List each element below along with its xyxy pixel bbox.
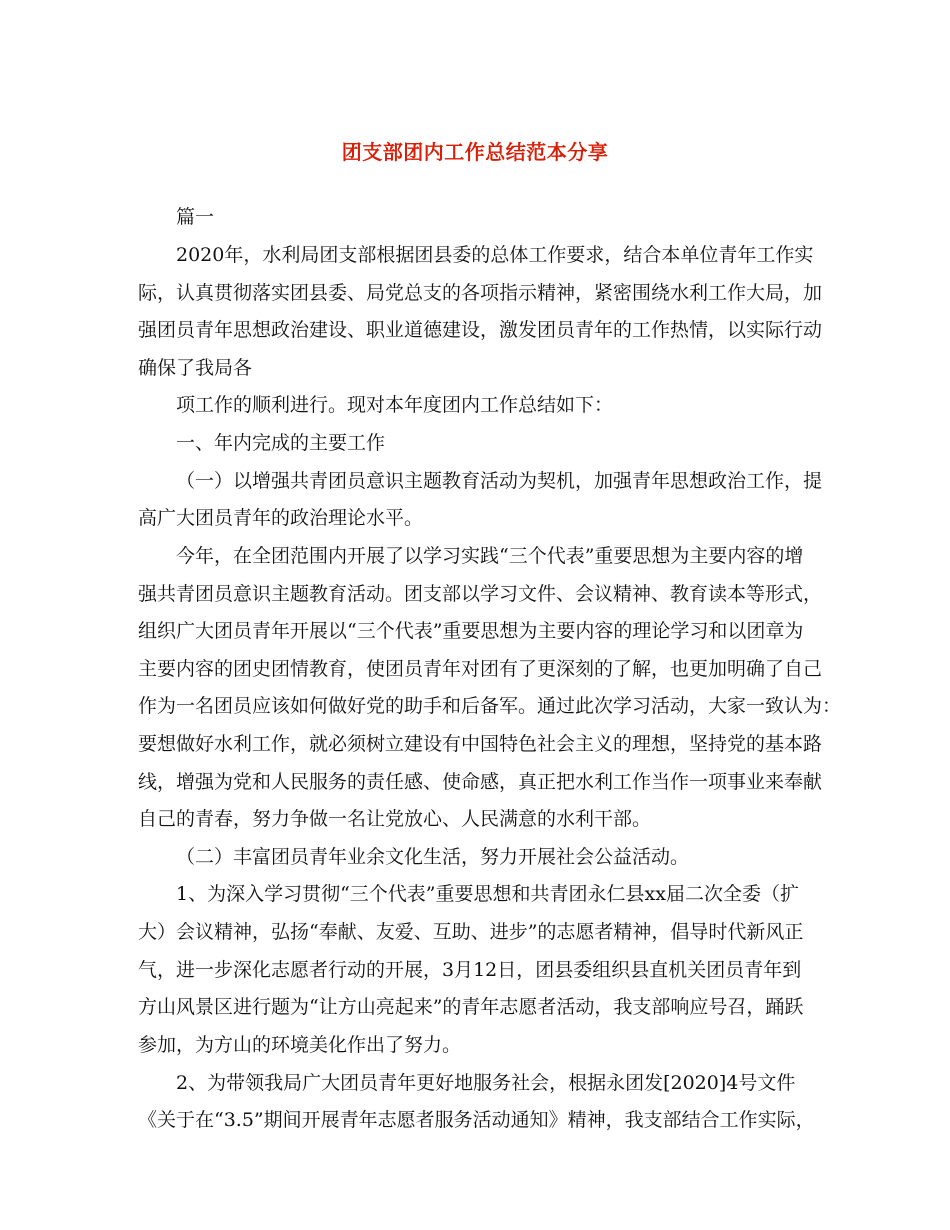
subsection-heading: （一）以增强共青团员意识主题教育活动为契机，加强青年思想政治工作，提 <box>176 470 823 492</box>
paragraph-line: 线，增强为党和人民服务的责任感、使命感，真正把水利工作当作一项事业来奉献 <box>138 771 823 793</box>
paragraph-line: 2020年，水利局团支部根据团县委的总体工作要求，结合本单位青年工作实 <box>176 244 814 266</box>
section-heading: 一、年内完成的主要工作 <box>176 432 386 454</box>
paragraph-line: 《关于在“3.5”期间开展青年志愿者服务活动通知》精神，我支部结合工作实际， <box>138 1109 815 1131</box>
paragraph-line: 强共青团员意识主题教育活动。团支部以学习文件、会议精神、教育读本等形式， <box>138 583 823 605</box>
paragraph-line: 要想做好水利工作，就必须树立建设有中国特色社会主义的理想，坚持党的基本路 <box>138 733 823 755</box>
paragraph-line: 自己的青春，努力争做一名让党放心、人民满意的水利干部。 <box>138 808 652 830</box>
document-title: 团支部团内工作总结范本分享 <box>341 140 609 164</box>
paragraph-line: 作为一名团员应该如何做好党的助手和后备军。通过此次学习活动，大家一致认为： <box>138 695 842 717</box>
paragraph-line: 气，进一步深化志愿者行动的开展，3月12日，团县委组织县直机关团员青年到 <box>138 959 802 981</box>
paragraph-line: 今年，在全团范围内开展了以学习实践“三个代表”重要思想为主要内容的增 <box>176 545 804 567</box>
paragraph-line: 参加，为方山的环境美化作出了努力。 <box>138 1034 462 1056</box>
paragraph-line: 主要内容的团史团情教育，使团员青年对团有了更深刻的了解，也更加明确了自己 <box>138 658 823 680</box>
paragraph-line: 1、为深入学习贯彻“三个代表”重要思想和共青团永仁县xx届二次全委（扩 <box>176 883 799 905</box>
subsection-heading: 高广大团员青年的政治理论水平。 <box>138 507 424 529</box>
paragraph-line: 确保了我局各 <box>138 357 253 379</box>
paragraph-line: 2、为带领我局广大团员青年更好地服务社会，根据永团发[2020]4号文件 <box>176 1072 796 1094</box>
paragraph-line: 大）会议精神，弘扬“奉献、友爱、互助、进步”的志愿者精神，倡导时代新风正 <box>138 921 804 943</box>
subsection-heading: （二）丰富团员青年业余文化生活，努力开展社会公益活动。 <box>176 846 690 868</box>
paragraph-line: 方山风景区进行题为“让方山亮起来”的青年志愿者活动，我支部响应号召，踊跃 <box>138 996 804 1018</box>
paragraph-line: 强团员青年思想政治建设、职业道德建设，激发团员青年的工作热情，以实际行动 <box>138 319 823 341</box>
paragraph-line: 组织广大团员青年开展以“三个代表”重要思想为主要内容的理论学习和以团章为 <box>138 620 804 642</box>
section-label: 篇一 <box>176 206 215 228</box>
paragraph-line: 际，认真贯彻落实团县委、局党总支的各项指示精神，紧密围绕水利工作大局，加 <box>138 282 823 304</box>
paragraph-line: 项工作的顺利进行。现对本年度团内工作总结如下： <box>176 394 614 416</box>
